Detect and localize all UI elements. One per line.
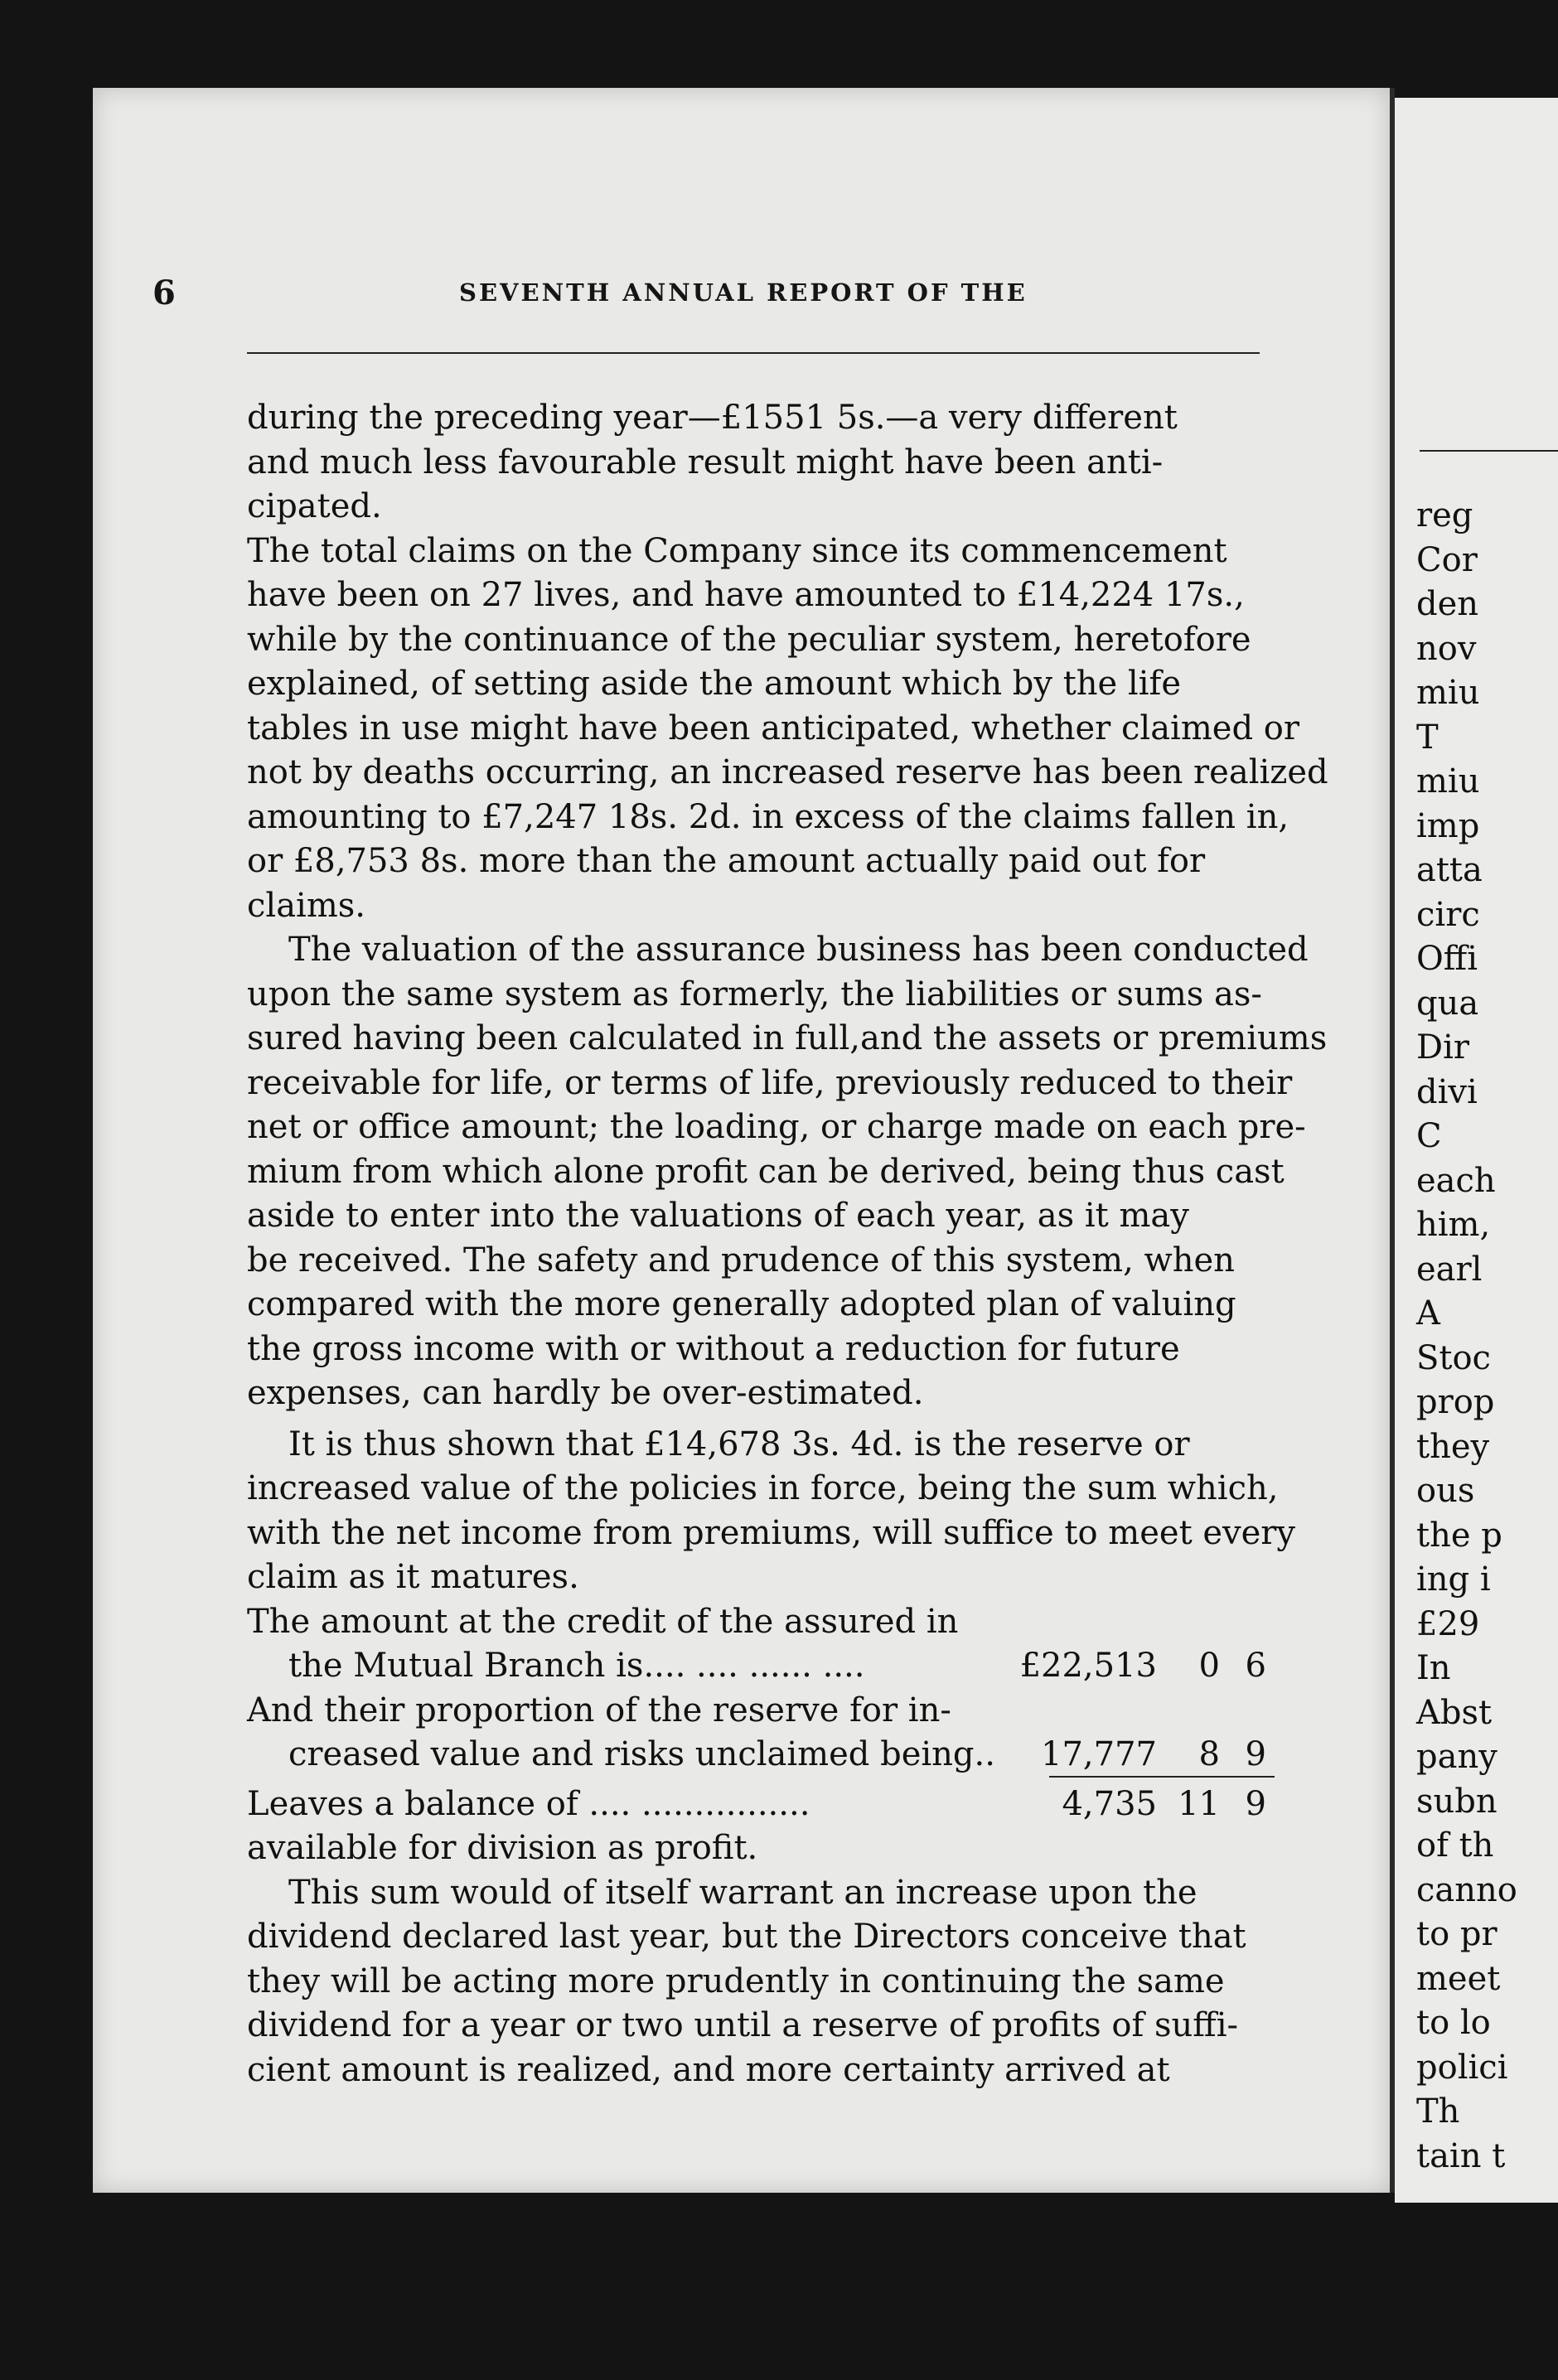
text-line: not by deaths occurring, an increased reserve has been realized — [247, 753, 1328, 791]
text-line: The total claims on the Company since its commencement — [247, 531, 1227, 570]
account-label: The amount at the credit of the assured in — [247, 1602, 959, 1641]
text-line: or £8,753 8s. more than the amount actually paid out for — [247, 842, 1206, 880]
facing-page-rule — [1420, 450, 1558, 452]
facing-page-line: pany — [1416, 1738, 1498, 1776]
facing-page-line: the p — [1416, 1516, 1502, 1555]
facing-page-line: each — [1416, 1161, 1496, 1200]
text-line: with the net income from premiums, will suffice to meet every — [247, 1513, 1296, 1552]
facing-page-line: imp — [1416, 806, 1480, 845]
text-line: dividend declared last year, but the Directors conceive that — [247, 1918, 1246, 1956]
facing-page-line: Abst — [1416, 1693, 1493, 1732]
header-rule — [247, 352, 1260, 354]
amount-pence: 9 — [1245, 1784, 1266, 1823]
facing-page-line: meet — [1416, 1959, 1501, 1998]
text-line: the gross income with or without a reduction for future — [247, 1329, 1180, 1368]
facing-page-line: prop — [1416, 1383, 1495, 1421]
facing-page-line: earl — [1416, 1250, 1483, 1289]
text-line: claim as it matures. — [247, 1558, 579, 1596]
amount-pounds: 4,735 — [1062, 1784, 1157, 1823]
text-line: upon the same system as formerly, the liabilities or sums as- — [247, 975, 1262, 1013]
facing-page-line: nov — [1416, 629, 1477, 668]
facing-page-line: of th — [1416, 1826, 1494, 1865]
text-line: increased value of the policies in force, being the sum which, — [247, 1469, 1279, 1507]
text-line: It is thus shown that £14,678 3s. 4d. is the reserve or — [288, 1425, 1190, 1463]
text-line: The valuation of the assurance business has been conducted — [288, 931, 1309, 969]
amount-pence: 6 — [1245, 1647, 1266, 1685]
facing-page-line: C — [1416, 1117, 1442, 1155]
facing-page-line: canno — [1416, 1870, 1517, 1909]
text-line: This sum would of itself warrant an increase upon the — [288, 1873, 1198, 1912]
facing-page-text — [1416, 494, 1517, 2179]
text-line: cipated. — [247, 487, 382, 525]
book-page-right — [1395, 98, 1558, 2203]
facing-page-line: divi — [1416, 1072, 1478, 1111]
paragraph-1 — [247, 396, 1275, 530]
text-line: claims. — [247, 886, 366, 925]
account-label: And their proportion of the reserve for in- — [247, 1691, 951, 1729]
facing-page-line: miu — [1416, 762, 1480, 801]
facing-page-line: Offi — [1416, 940, 1478, 978]
amount-shillings: 11 — [1178, 1784, 1220, 1823]
text-line: while by the continuance of the peculiar system, heretofore — [247, 620, 1251, 659]
text-line: cient amount is realized, and more certainty arrived at — [247, 2050, 1170, 2089]
amount-shillings: 0 — [1198, 1647, 1220, 1685]
page-number: 6 — [152, 273, 176, 312]
text-line: receivable for life, or terms of life, previously reduced to their — [247, 1063, 1293, 1102]
facing-page-line: Dir — [1416, 1028, 1469, 1067]
text-line: tables in use might have been anticipated, whether claimed or — [247, 709, 1299, 747]
account-label: the Mutual Branch is.... .... ...... .... — [288, 1647, 865, 1685]
facing-page-line: subn — [1416, 1782, 1498, 1821]
paragraph-4 — [247, 1423, 1296, 1600]
text-line: explained, of setting aside the amount which by the life — [247, 665, 1181, 703]
account-row — [247, 1600, 1275, 1645]
amount-pounds: £22,513 — [1019, 1647, 1157, 1685]
facing-page-line: they — [1416, 1427, 1490, 1466]
text-line: mium from which alone profit can be derived, being thus cast — [247, 1152, 1285, 1191]
paragraph-3 — [247, 928, 1328, 1416]
facing-page-line: T — [1416, 718, 1439, 757]
facing-page-line: to pr — [1416, 1915, 1498, 1953]
facing-page-line: to lo — [1416, 2004, 1491, 2042]
text-line: be received. The safety and prudence of this system, when — [247, 1241, 1235, 1279]
page-body — [247, 396, 1328, 2092]
facing-page-line: £29 — [1416, 1604, 1480, 1643]
account-row — [247, 1783, 1275, 1827]
account-table — [247, 1600, 1275, 1827]
text-line: during the preceding year—£1551 5s.—a very different — [247, 399, 1178, 437]
facing-page-line: ous — [1416, 1472, 1475, 1510]
facing-page-line: reg — [1416, 496, 1473, 535]
facing-page-line: circ — [1416, 895, 1480, 934]
facing-page-line: Cor — [1416, 540, 1478, 579]
text-line: net or office amount; the loading, or charge made on each pre- — [247, 1108, 1306, 1146]
text-line: compared with the more generally adopted plan of valuing — [247, 1285, 1236, 1323]
sum-rule — [1049, 1776, 1275, 1778]
amount-pounds: 17,777 — [1041, 1735, 1157, 1773]
running-head: SEVENTH ANNUAL REPORT OF THE — [459, 278, 1028, 307]
facing-page-line: qua — [1416, 984, 1479, 1023]
paragraph-2 — [247, 530, 1328, 929]
facing-page-line: ing i — [1416, 1560, 1491, 1599]
text-line: available for division as profit. — [247, 1829, 758, 1867]
facing-page-line: miu — [1416, 674, 1480, 712]
facing-page-line: him, — [1416, 1206, 1491, 1244]
facing-page-line: tain t — [1416, 2136, 1506, 2175]
text-line: amounting to £7,247 18s. 2d. in excess of the claims fallen in, — [247, 797, 1289, 836]
facing-page-line: A — [1416, 1294, 1440, 1333]
page-header — [152, 273, 1263, 312]
account-label: creased value and risks unclaimed being.. — [288, 1735, 995, 1773]
facing-page-line: polici — [1416, 2048, 1508, 2087]
text-line: expenses, can hardly be over-estimated. — [247, 1374, 924, 1412]
paragraph-5 — [247, 1871, 1275, 2093]
text-line: and much less favourable result might have been anti- — [247, 443, 1164, 481]
facing-page-line: Stoc — [1416, 1338, 1491, 1377]
facing-page-line: In — [1416, 1649, 1451, 1687]
text-line: dividend for a year or two until a reserve of profits of suffi- — [247, 2006, 1238, 2044]
text-line: have been on 27 lives, and have amounted to £14,224 17s., — [247, 576, 1245, 614]
account-row — [247, 1733, 1275, 1778]
amount-shillings: 8 — [1198, 1735, 1220, 1773]
facing-page-line: Th — [1416, 2092, 1460, 2131]
account-label: Leaves a balance of .... ................ — [247, 1784, 810, 1823]
text-line: aside to enter into the valuations of each year, as it may — [247, 1197, 1189, 1235]
text-line: they will be acting more prudently in continuing the same — [247, 1962, 1225, 2000]
account-row — [247, 1689, 1275, 1734]
amount-pence: 9 — [1245, 1735, 1266, 1773]
text-line: sured having been calculated in full,and the assets or premiums — [247, 1019, 1328, 1057]
facing-page-line: atta — [1416, 851, 1483, 889]
facing-page-line: den — [1416, 585, 1479, 623]
account-row — [247, 1644, 1275, 1689]
